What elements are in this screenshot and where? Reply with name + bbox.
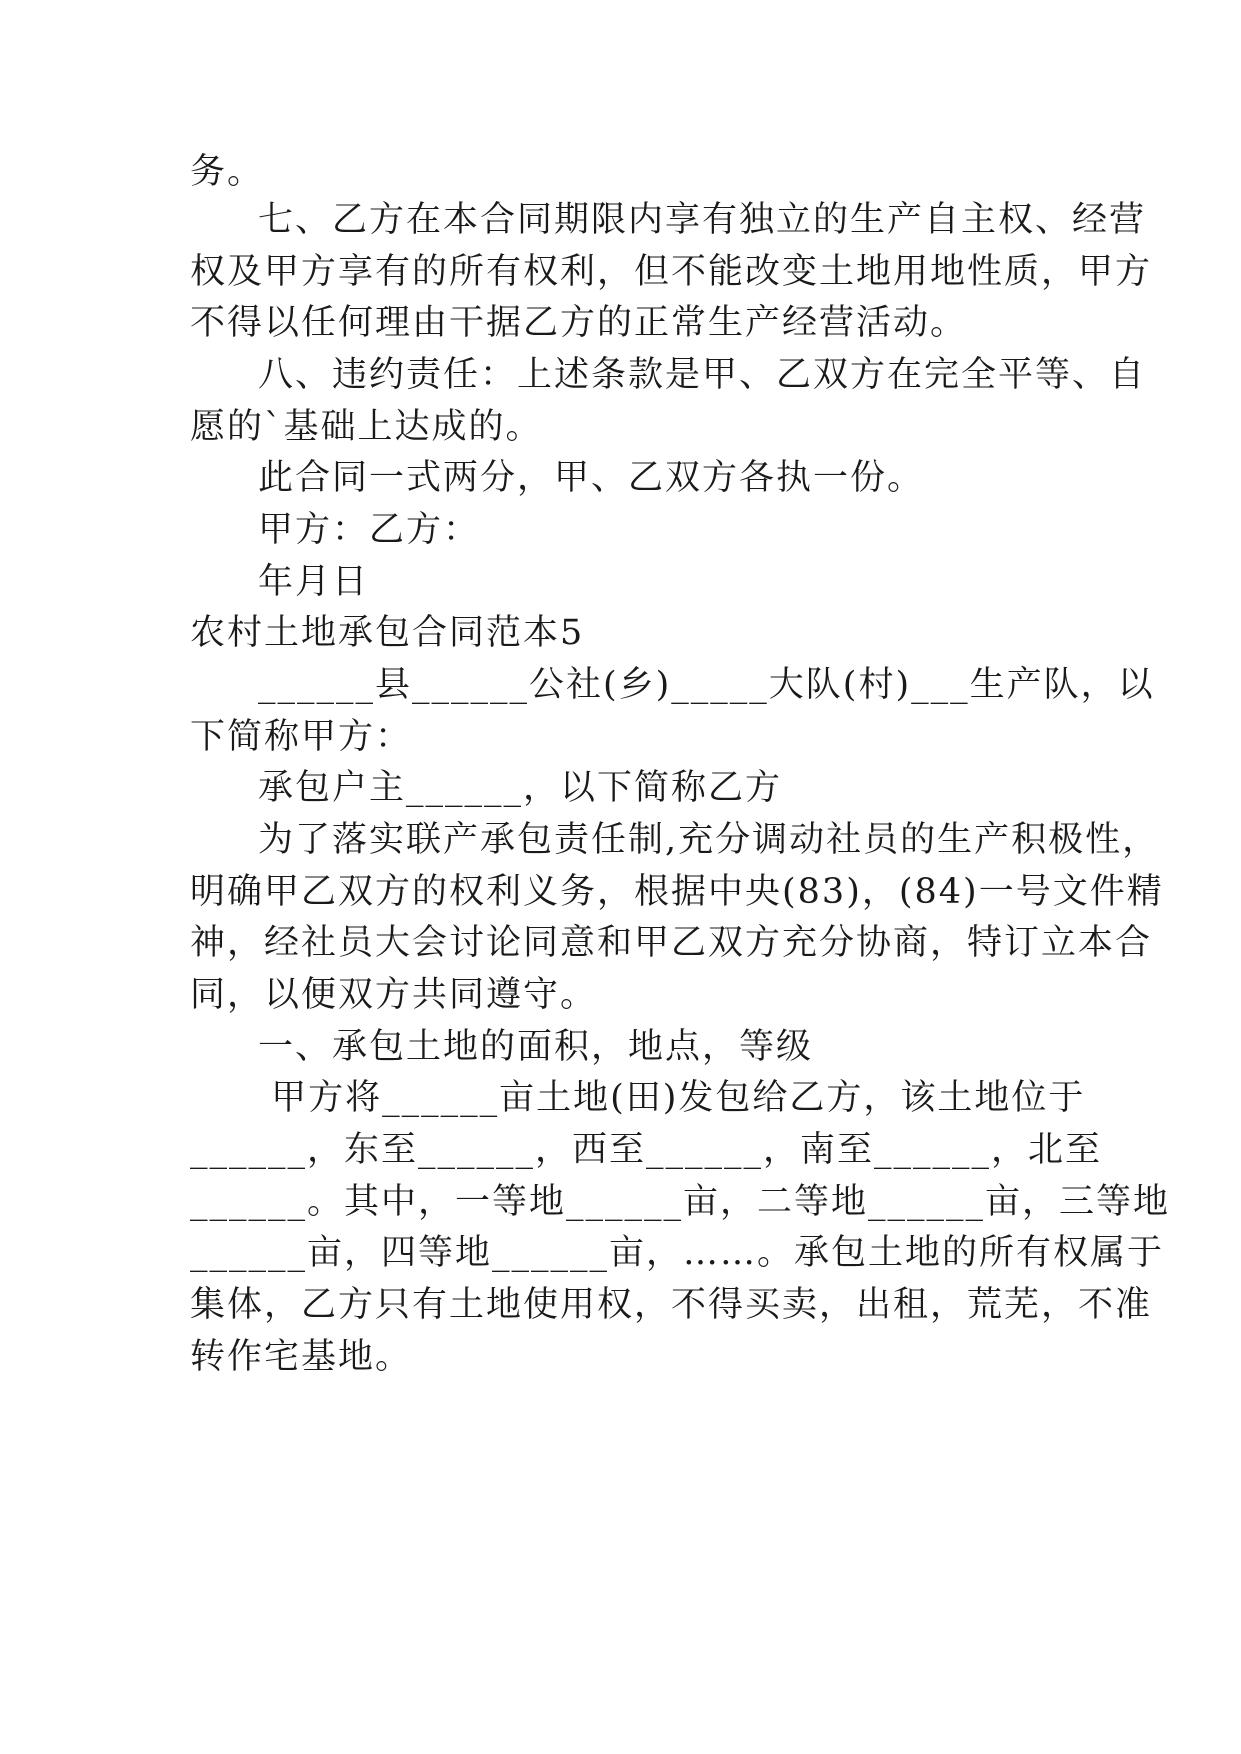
clause-1-line: 甲方将______亩土地(田)发包给乙方，该土地位于 <box>258 1078 1086 1118</box>
paragraph-line: 务。 <box>190 152 265 192</box>
party-a-line: ______县______公社(乡)_____大队(村)___生产队，以 <box>258 665 1155 705</box>
clause-1-line: ______。其中，一等地______亩，二等地______亩，三等地 <box>190 1182 1171 1222</box>
preamble-line: 神，经社员大会讨论同意和甲乙双方充分协商，特订立本合 <box>190 923 1153 963</box>
party-b-line: 承包户主______，以下简称乙方 <box>258 768 783 808</box>
clause-7-line: 七、乙方在本合同期限内享有独立的生产自主权、经营 <box>258 200 1147 240</box>
copies-line: 此合同一式两分，甲、乙双方各执一份。 <box>258 458 925 498</box>
signature-parties: 甲方：乙方： <box>258 510 481 550</box>
preamble-line: 明确甲乙双方的权利义务，根据中央(83)，(84)一号文件精 <box>190 872 1164 912</box>
clause-7-line: 权及甲方享有的所有权利，但不能改变土地用地性质，甲方 <box>190 252 1153 292</box>
clause-1-line: 集体，乙方只有土地使用权，不得买卖，出租，荒芜，不准 <box>190 1285 1153 1325</box>
preamble-line: 为了落实联产承包责任制,充分调动社员的生产积极性， <box>258 820 1160 860</box>
signature-date: 年月日 <box>258 562 370 602</box>
party-a-line: 下简称甲方： <box>190 717 413 757</box>
clause-1-heading: 一、承包土地的面积，地点，等级 <box>258 1027 814 1067</box>
clause-8-line: 愿的`基础上达成的。 <box>190 407 543 447</box>
clause-1-line: 转作宅基地。 <box>190 1337 413 1377</box>
clause-8-line: 八、违约责任：上述条款是甲、乙双方在完全平等、自 <box>258 355 1147 395</box>
clause-1-line: ______亩，四等地______亩，……。承包土地的所有权属于 <box>190 1233 1165 1273</box>
section-title: 农村土地承包合同范本5 <box>190 613 585 653</box>
preamble-line: 同，以便双方共同遵守。 <box>190 975 598 1015</box>
clause-1-line: ______，东至______，西至______，南至______，北至 <box>190 1130 1103 1170</box>
clause-7-line: 不得以任何理由干据乙方的正常生产经营活动。 <box>190 303 968 343</box>
